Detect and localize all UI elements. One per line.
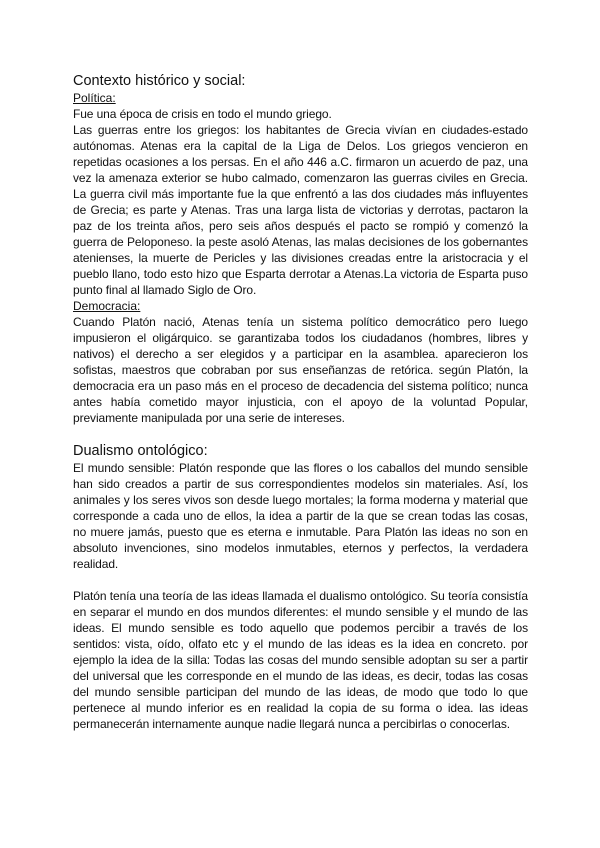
paragraph-teoria-ideas: Platón tenía una teoría de las ideas llamada el dualismo ontológico. Su teoría consistía en separar el mundo en dos mundos diferentes: el mundo sensible y el mundo de las ideas. El mundo sensible es todo aquello que podemos percibir a través de los sentidos: vista, oído, olfato etc y el mundo de las ideas es la idea en concreto. por ejemplo la idea de la silla: Todas las cosas del mundo sensible adoptan su ser a partir del universal que les corresponde en el mundo de las ideas, es decir, todas las cosas del mundo sensible participan del mundo de las ideas, de modo que todo lo que pertenece al mundo inferior es en realidad la copia de su forma o idea. las ideas permanecerán internamente aunque nadie llegará nunca a percibirlas o conocerlas. — [73, 589, 528, 731]
section-title-dualismo: Dualismo ontológico: — [73, 443, 208, 459]
subheading-democracia: Democracia: — [73, 299, 141, 313]
section-title-contexto: Contexto histórico y social: — [73, 73, 246, 89]
paragraph-guerras: Las guerras entre los griegos: los habitantes de Grecia vivían en ciudades-estado autónomas. Atenas era la capital de la Liga de Delos. Los griegos vencieron en repetidas ocasiones a los persas. En el año 446 a.C. firmaron un acuerdo de paz, una vez la amenaza exterior se hubo calmado, comenzaron las guerras civiles en Grecia. La guerra civil más importante fue la que enfrentó a las dos ciudades más influyentes de Grecia; es parte y Atenas. Tras una larga lista de victorias y derrotas, pactaron la paz de los treinta años, pero seis años después el pacto se rompió y comenzó la guerra de Peloponeso. la peste asoló Atenas, las malas decisiones de los gobernantes atenienses, la muerte de Pericles y las divisiones creadas entre la aristocracia y el pueblo llano, todo esto hizo que Esparta derrotar a Atenas.La victoria de Esparta puso punto final al llamado Siglo de Oro. — [73, 123, 528, 297]
paragraph-democracia: Cuando Platón nació, Atenas tenía un sistema político democrático pero luego impusieron el oligárquico. se garantizaba todos los ciudadanos (hombres, libres y nativos) el derecho a ser elegidos y a participar en la asamblea. aparecieron los sofistas, maestros que cobraban por sus enseñanzas de retórica. según Platón, la democracia era un paso más en el proceso de decadencia del sistema político; nunca antes había cometido mayor injusticia, con el apoyo de la voluntad Popular, previamente manipulada por una serie de intereses. — [73, 315, 528, 425]
paragraph-crisis: Fue una época de crisis en todo el mundo griego. — [73, 107, 332, 121]
paragraph-mundo-sensible: El mundo sensible: Platón responde que las flores o los caballos del mundo sensible han sido creados a partir de sus correspondientes modelos sin materiales. Así, los animales y los seres vivos son desde luego mortales; la forma moderna y material que corresponde a cada uno de ellos, la idea a partir de la que se crean todas las cosas, no muere jamás, puesto que es eterna e inmutable. Para Platón las ideas no son en absoluto invenciones, sino modelos inmutables, eternos y perfectos, la verdadera realidad. — [73, 461, 528, 571]
spacer — [73, 426, 528, 442]
document-body — [73, 72, 528, 732]
spacer — [73, 572, 528, 588]
subheading-politica: Política: — [73, 91, 116, 105]
